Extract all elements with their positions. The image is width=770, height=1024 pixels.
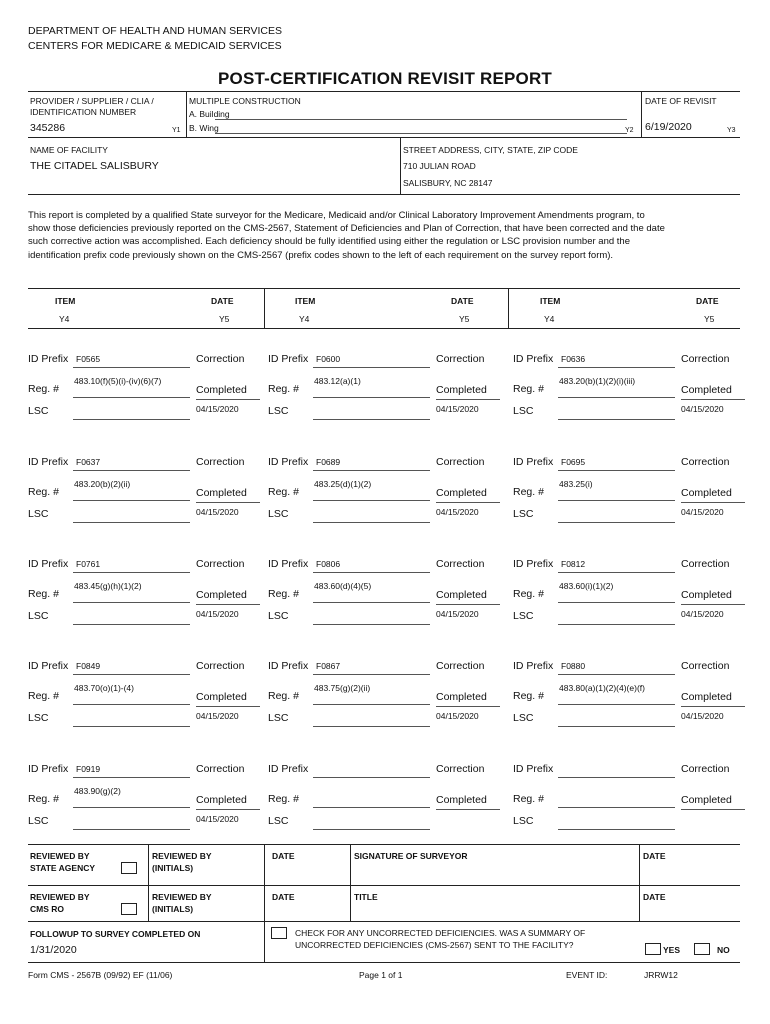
reg-number-value[interactable]: 483.75(g)(2)(ii) [314,683,371,693]
lsc-label: LSC [268,610,289,622]
id-prefix-label: ID Prefix [28,456,69,468]
completed-date[interactable]: 04/15/2020 [436,609,479,619]
completed-date[interactable]: 04/15/2020 [196,711,239,721]
yes-checkbox[interactable] [645,943,661,955]
id-prefix-label: ID Prefix [513,558,554,570]
construction-building: A. Building [189,109,230,119]
completed-label: Completed [196,589,247,601]
provider-number[interactable]: 345286 [30,122,66,134]
reg-number-value[interactable]: 483.10(f)(5)(i)-(iv)(6)(7) [74,376,162,386]
state-review-checkbox[interactable] [121,862,137,874]
cms-initials-label-2: (INITIALS) [152,904,194,914]
id-prefix-value[interactable]: F0636 [561,354,586,364]
reg-number-label: Reg. # [268,588,299,600]
id-prefix-value[interactable]: F0689 [316,457,341,467]
construction-wing: B. Wing [189,123,219,133]
item-header-col-2: ITEM [295,296,316,306]
event-id-value: JRRW12 [644,970,678,980]
correction-label: Correction [436,558,485,570]
completed-date[interactable]: 04/15/2020 [196,404,239,414]
reg-number-label: Reg. # [28,383,59,395]
id-prefix-value[interactable]: F0637 [76,457,101,467]
id-prefix-label: ID Prefix [268,558,309,570]
id-prefix-label: ID Prefix [513,763,554,775]
reg-number-label: Reg. # [268,690,299,702]
cms-review-label-2: CMS RO [30,904,64,914]
correction-label: Correction [436,353,485,365]
no-label: NO [717,945,730,955]
uncorrected-checkbox[interactable] [271,927,287,939]
lsc-label: LSC [268,508,289,520]
lsc-label: LSC [268,405,289,417]
reg-number-value[interactable]: 483.20(b)(2)(ii) [74,479,131,489]
lsc-label: LSC [513,815,534,827]
id-prefix-value[interactable]: F0880 [561,661,586,671]
correction-label: Correction [681,558,730,570]
construction-code: Y2 [625,127,634,134]
completed-date[interactable]: 04/15/2020 [196,814,239,824]
revisit-code: Y3 [727,127,736,134]
cms-initials-label: REVIEWED BY [152,892,212,902]
correction-label: Correction [436,660,485,672]
reg-number-label: Reg. # [28,588,59,600]
title-date-label: DATE [643,892,666,902]
completed-label: Completed [196,487,247,499]
lsc-label: LSC [28,405,49,417]
lsc-label: LSC [268,815,289,827]
date-header-col-1: DATE [211,296,234,306]
cms-review-checkbox[interactable] [121,903,137,915]
lsc-label: LSC [513,712,534,724]
signature-date-label: DATE [643,851,666,861]
revisit-label: DATE OF REVISIT [645,96,717,106]
completed-date[interactable]: 04/15/2020 [436,507,479,517]
correction-label: Correction [196,763,245,775]
correction-label: Correction [681,660,730,672]
provider-label-2: IDENTIFICATION NUMBER [30,107,137,117]
form-number: Form CMS - 2567B (09/92) EF (11/06) [28,970,173,980]
reg-number-label: Reg. # [28,486,59,498]
item-header-col-1: ITEM [55,296,76,306]
reg-number-value[interactable]: 483.20(b)(1)(2)(i)(iii) [559,376,636,386]
date-code-col-1: Y5 [219,314,230,324]
id-prefix-label: ID Prefix [513,660,554,672]
correction-label: Correction [196,660,245,672]
id-prefix-value[interactable]: F0849 [76,661,101,671]
reg-number-label: Reg. # [513,690,544,702]
id-prefix-label: ID Prefix [28,353,69,365]
completed-date[interactable]: 04/15/2020 [681,609,724,619]
id-prefix-label: ID Prefix [28,558,69,570]
completed-label: Completed [681,487,732,499]
completed-label: Completed [436,691,487,703]
id-prefix-label: ID Prefix [513,353,554,365]
page-title: POST-CERTIFICATION REVISIT REPORT [217,69,553,88]
correction-label: Correction [681,456,730,468]
id-prefix-value[interactable]: F0812 [561,559,586,569]
reg-number-label: Reg. # [513,486,544,498]
reg-number-value[interactable]: 483.60(i)(1)(2) [559,581,614,591]
id-prefix-label: ID Prefix [268,456,309,468]
provider-label: PROVIDER / SUPPLIER / CLIA / [30,96,154,106]
reg-number-value[interactable]: 483.90(g)(2) [74,786,121,796]
state-review-label: REVIEWED BY [30,851,90,861]
id-prefix-value[interactable]: F0600 [316,354,341,364]
uncorrected-question-2: UNCORRECTED DEFICIENCIES (CMS-2567) SENT TO THE FACILITY? [295,940,574,950]
date-code-col-3: Y5 [704,314,715,324]
completed-label: Completed [681,589,732,601]
completed-label: Completed [436,487,487,499]
correction-label: Correction [681,353,730,365]
uncorrected-question: CHECK FOR ANY UNCORRECTED DEFICIENCIES. WAS A SUMMARY OF [295,928,586,938]
reg-number-label: Reg. # [513,383,544,395]
completed-date[interactable]: 04/15/2020 [196,609,239,619]
id-prefix-value[interactable]: F0695 [561,457,586,467]
yes-label: YES [663,945,681,955]
date-header-col-2: DATE [451,296,474,306]
completed-label: Completed [681,384,732,396]
item-code-col-1: Y4 [59,314,70,324]
date-header-col-3: DATE [696,296,719,306]
state-date-label: DATE [272,851,295,861]
id-prefix-label: ID Prefix [268,353,309,365]
completed-date[interactable]: 04/15/2020 [436,711,479,721]
lsc-label: LSC [28,508,49,520]
reg-number-value[interactable]: 483.25(i) [559,479,593,489]
id-prefix-label: ID Prefix [28,660,69,672]
completed-label: Completed [436,589,487,601]
date-code-col-2: Y5 [459,314,470,324]
department-name: DEPARTMENT OF HEALTH AND HUMAN SERVICES [28,25,282,37]
completed-date[interactable]: 04/15/2020 [681,507,724,517]
correction-label: Correction [196,558,245,570]
id-prefix-value[interactable]: F0761 [76,559,101,569]
completed-label: Completed [196,384,247,396]
item-code-col-3: Y4 [544,314,555,324]
state-initials-label: REVIEWED BY [152,851,212,861]
completed-label: Completed [196,691,247,703]
facility-name[interactable]: THE CITADEL SALISBURY [30,160,159,172]
address-label: STREET ADDRESS, CITY, STATE, ZIP CODE [403,145,578,155]
followup-label: FOLLOWUP TO SURVEY COMPLETED ON [30,929,201,939]
revisit-date[interactable]: 6/19/2020 [645,121,692,133]
followup-date[interactable]: 1/31/2020 [30,944,77,956]
completed-label: Completed [196,794,247,806]
reg-number-label: Reg. # [268,383,299,395]
reg-number-value[interactable]: 483.60(d)(4)(5) [314,581,372,591]
completed-date[interactable]: 04/15/2020 [196,507,239,517]
reg-number-label: Reg. # [268,793,299,805]
correction-label: Correction [436,763,485,775]
completed-date[interactable]: 04/15/2020 [436,404,479,414]
completed-label: Completed [436,384,487,396]
id-prefix-label: ID Prefix [28,763,69,775]
no-checkbox[interactable] [694,943,710,955]
signature-label: SIGNATURE OF SURVEYOR [354,851,468,861]
completed-label: Completed [681,691,732,703]
correction-label: Correction [196,353,245,365]
lsc-label: LSC [513,405,534,417]
id-prefix-label: ID Prefix [268,660,309,672]
correction-label: Correction [196,456,245,468]
event-id-label: EVENT ID: [566,970,608,980]
reg-number-value[interactable]: 483.25(d)(1)(2) [314,479,372,489]
completed-label: Completed [681,794,732,806]
state-initials-label-2: (INITIALS) [152,863,194,873]
address-line-2[interactable]: SALISBURY, NC 28147 [403,178,493,188]
lsc-label: LSC [268,712,289,724]
reg-number-label: Reg. # [268,486,299,498]
reg-number-label: Reg. # [513,793,544,805]
state-review-label-2: STATE AGENCY [30,863,96,873]
id-prefix-value[interactable]: F0919 [76,764,101,774]
reg-number-value[interactable]: 483.80(a)(1)(2)(4)(e)(f) [559,683,645,693]
provider-code: Y1 [172,127,181,134]
correction-label: Correction [681,763,730,775]
intro-paragraph: This report is completed by a qualified State surveyor for the Medicare, Medicaid and/or Clinical Laboratory Improvement Amendments program, to show those deficiencies previously reported on the CMS-2567, Statement of Deficiencies and Plan of Correction, that have been corrected and the date such corrective action was accomplished. Each deficiency should be fully identified using either the regulation or LSC provision number and the identification prefix code previously shown on the CMS-2567 (prefix codes shown to the left of each requirement on the survey report form). [28,210,665,261]
construction-label: MULTIPLE CONSTRUCTION [189,96,301,106]
reg-number-label: Reg. # [513,588,544,600]
completed-date[interactable]: 04/15/2020 [681,404,724,414]
facility-name-label: NAME OF FACILITY [30,145,108,155]
correction-label: Correction [436,456,485,468]
lsc-label: LSC [28,712,49,724]
cms-review-label: REVIEWED BY [30,892,90,902]
lsc-label: LSC [513,610,534,622]
id-prefix-label: ID Prefix [513,456,554,468]
reg-number-label: Reg. # [28,793,59,805]
id-prefix-value[interactable]: F0867 [316,661,341,671]
lsc-label: LSC [28,815,49,827]
completed-label: Completed [436,794,487,806]
item-code-col-2: Y4 [299,314,310,324]
title-label: TITLE [354,892,378,902]
centers-name: CENTERS FOR MEDICARE & MEDICAID SERVICES [28,40,282,52]
reg-number-label: Reg. # [28,690,59,702]
id-prefix-label: ID Prefix [268,763,309,775]
reg-number-value[interactable]: 483.70(o)(1)-(4) [74,683,134,693]
completed-date[interactable]: 04/15/2020 [681,711,724,721]
page-number: Page 1 of 1 [359,970,403,980]
lsc-label: LSC [513,508,534,520]
item-header-col-3: ITEM [540,296,561,306]
reg-number-value[interactable]: 483.45(g)(h)(1)(2) [74,581,142,591]
reg-number-value[interactable]: 483.12(a)(1) [314,376,361,386]
id-prefix-value[interactable]: F0806 [316,559,341,569]
id-prefix-value[interactable]: F0565 [76,354,101,364]
lsc-label: LSC [28,610,49,622]
cms-date-label: DATE [272,892,295,902]
address-line-1[interactable]: 710 JULIAN ROAD [403,161,476,171]
